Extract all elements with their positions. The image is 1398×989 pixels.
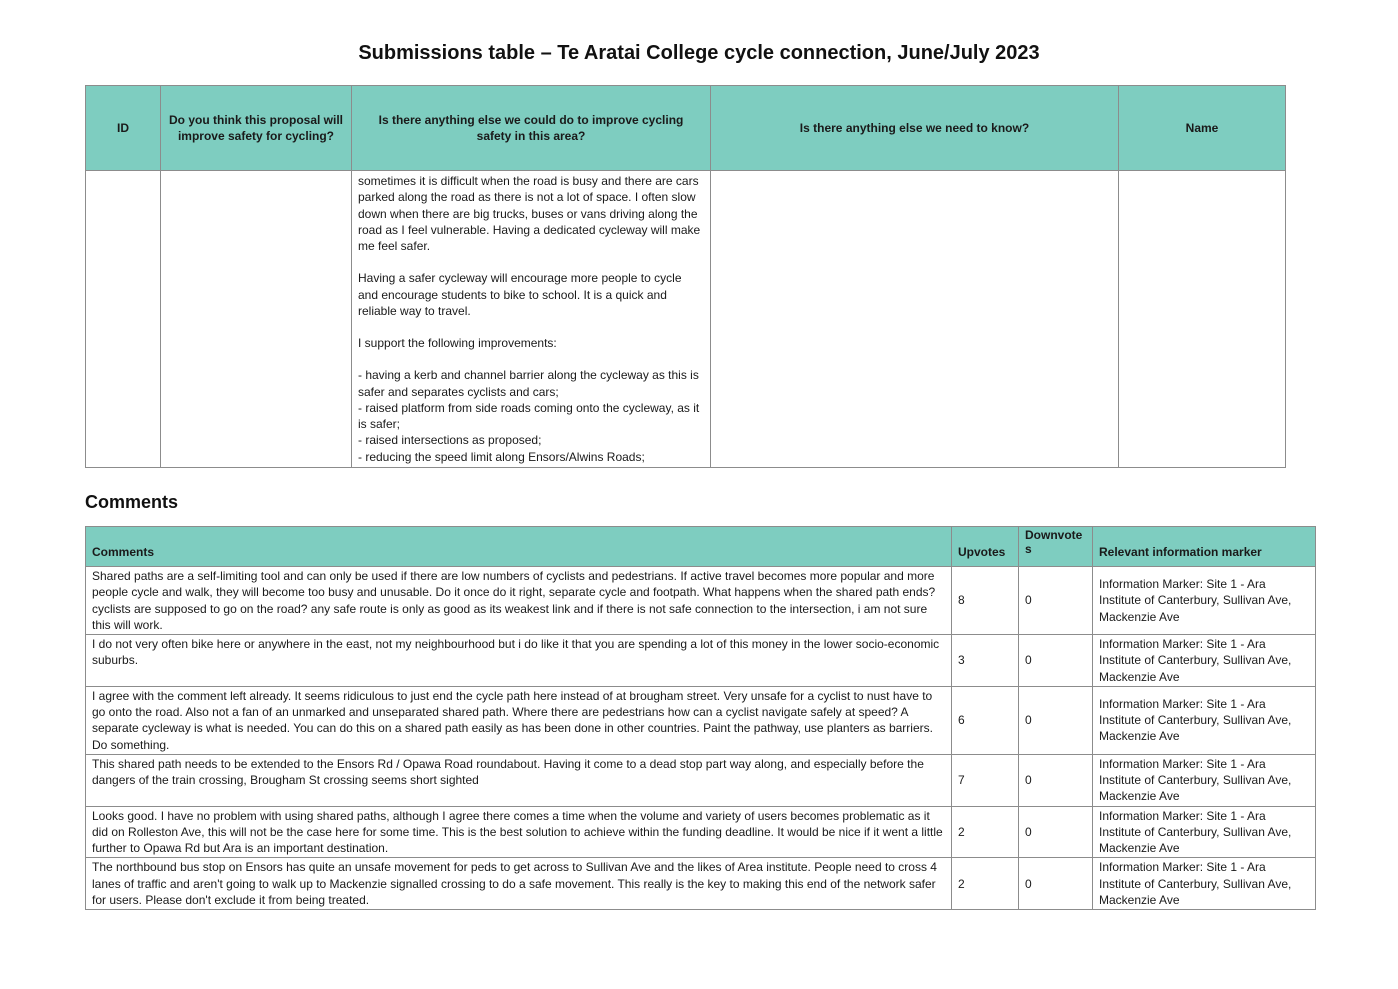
comment-downvotes: 0 (1019, 754, 1093, 806)
submission-need-to-know-cell (711, 171, 1119, 468)
comment-marker: Information Marker: Site 1 - Ara Institute of Canterbury, Sullivan Ave, Mackenzie Ave (1093, 806, 1316, 858)
submission-row (86, 171, 1286, 468)
comment-text: This shared path needs to be extended to the Ensors Rd / Opawa Road roundabout. Having it come to a dead stop part way along, and especially before the dangers of the train crossing, Brougham St crossing seems short sighted (86, 754, 952, 806)
header-improve-safety: Do you think this proposal will improve safety for cycling? (161, 86, 352, 171)
comment-text: I agree with the comment left already. It seems ridiculous to just end the cycle path here instead of at brougham street. Very unsafe for a cyclist to nust have to go onto the road. Also not a fan of an unmarked and unseparated shared path. Where there are pedestrians how can a cyclist navigate safely at speed? A separate cycleway is what is needed. You can do this on a shared path easily as has been done in other countries. Paint the pathway, use planters as barriers. Do something. (86, 686, 952, 754)
comment-downvotes: 0 (1019, 635, 1093, 687)
submissions-table (85, 85, 1286, 468)
header-anything-else: Is there anything else we could do to improve cycling safety in this area? (352, 86, 711, 171)
comment-row (86, 806, 1316, 858)
comment-marker: Information Marker: Site 1 - Ara Institute of Canterbury, Sullivan Ave, Mackenzie Ave (1093, 754, 1316, 806)
comment-upvotes: 2 (952, 806, 1019, 858)
comment-upvotes: 3 (952, 635, 1019, 687)
comment-row (86, 686, 1316, 754)
comments-table (85, 526, 1316, 910)
comment-marker: Information Marker: Site 1 - Ara Institute of Canterbury, Sullivan Ave, Mackenzie Ave (1093, 858, 1316, 910)
comment-marker: Information Marker: Site 1 - Ara Institute of Canterbury, Sullivan Ave, Mackenzie Ave (1093, 567, 1316, 635)
submission-id-cell (86, 171, 161, 468)
header-downvotes: Downvote s (1019, 527, 1093, 567)
submissions-header-row (86, 86, 1286, 171)
header-id: ID (86, 86, 161, 171)
submission-response-cell (352, 171, 711, 468)
comment-text: Shared paths are a self-limiting tool and can only be used if there are low numbers of cyclists and pedestrians. If active travel becomes more popular and more people cycle and walk, they will become too busy and unusable. Do it once do it right, separate cycle and footpath. What happens when the shared path ends? cyclists are supposed to go on the road? any safe route is only as good as its weakest link and if there is not safe connection to the intersection, i am not sure this will work. (86, 567, 952, 635)
comment-downvotes: 0 (1019, 858, 1093, 910)
comments-heading: Comments (85, 492, 179, 512)
comment-downvotes: 0 (1019, 567, 1093, 635)
comment-text: Looks good. I have no problem with using shared paths, although I agree there comes a time when the volume and variety of users becomes problematic as it did on Rolleston Ave, this will not be the case here for some time. This is the best solution to achieve within the funding deadline. It would be nice if it went a little further to Opawa Rd but Ara is an important destination. (86, 806, 952, 858)
comment-text: The northbound bus stop on Ensors has quite an unsafe movement for peds to get across to Sullivan Ave and the likes of Area institute. People need to cross 4 lanes of traffic and aren't going to walk up to Mackenzie signalled crossing to do a safe movement. This really is the key to making this end of the network safer for users. Please don't exclude it from being treated. (86, 858, 952, 910)
response-paragraph: sometimes it is difficult when the road is busy and there are cars parked along the road as there is not a lot of space. I often slow down when there are big trucks, buses or vans driving along the road as I feel vulnerable. Having a dedicated cycleway will make me feel safer. (358, 174, 701, 253)
comment-row (86, 635, 1316, 687)
header-comments: Comments (86, 527, 952, 567)
comment-row (86, 754, 1316, 806)
header-name: Name (1119, 86, 1286, 171)
submission-improve-safety-cell (161, 171, 352, 468)
comment-marker: Information Marker: Site 1 - Ara Institute of Canterbury, Sullivan Ave, Mackenzie Ave (1093, 686, 1316, 754)
page-title: Submissions table – Te Aratai College cycle connection, June/July 2023 (358, 42, 1040, 64)
header-need-to-know: Is there anything else we need to know? (711, 86, 1119, 171)
comment-upvotes: 2 (952, 858, 1019, 910)
response-improvements-list: - having a kerb and channel barrier along the cycleway as this is safer and separates cyclists and cars; - raised platform from side roads coming onto the cycleway, as it is safer; - raised intersections as proposed; - reducing the speed limit along Ensors/Alwins Roads; (358, 368, 700, 464)
comment-marker: Information Marker: Site 1 - Ara Institute of Canterbury, Sullivan Ave, Mackenzie Ave (1093, 635, 1316, 687)
comment-upvotes: 7 (952, 754, 1019, 806)
header-upvotes: Upvotes (952, 527, 1019, 567)
comment-downvotes: 0 (1019, 806, 1093, 858)
response-paragraph: Having a safer cycleway will encourage more people to cycle and encourage students to bike to school. It is a quick and reliable way to travel. (358, 271, 682, 318)
header-marker: Relevant information marker (1093, 527, 1316, 567)
comment-upvotes: 6 (952, 686, 1019, 754)
response-paragraph: I support the following improvements: (358, 336, 557, 350)
comment-text: I do not very often bike here or anywhere in the east, not my neighbourhood but i do like it that you are spending a lot of this money in the lower socio-economic suburbs. (86, 635, 952, 687)
comment-row (86, 858, 1316, 910)
comment-upvotes: 8 (952, 567, 1019, 635)
comments-header-row (86, 527, 1316, 567)
submission-name-cell (1119, 171, 1286, 468)
comment-downvotes: 0 (1019, 686, 1093, 754)
comment-row (86, 567, 1316, 635)
